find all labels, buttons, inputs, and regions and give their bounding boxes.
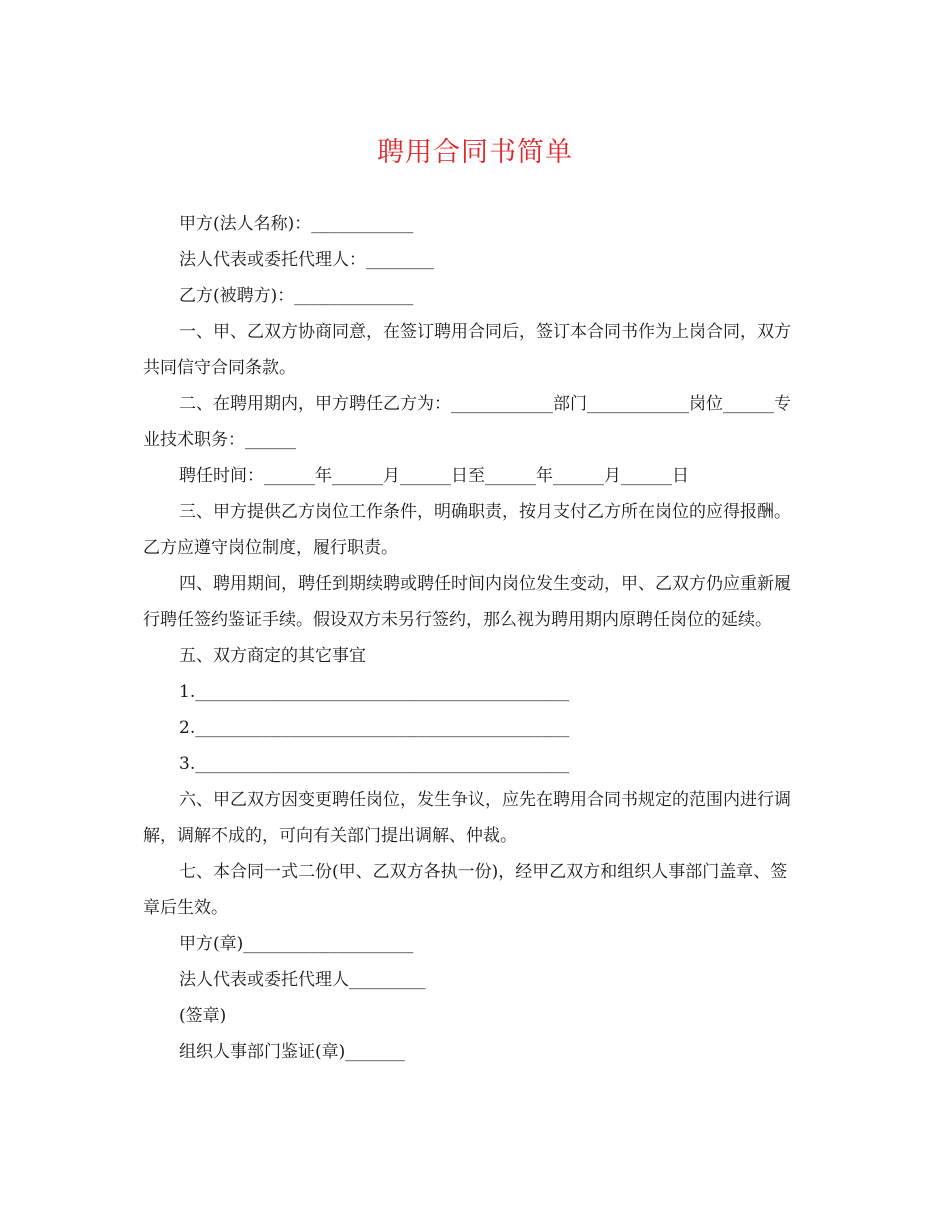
term-line: 聘任时间：______年______月______日至______年______月______日: [179, 466, 689, 486]
clause-3: 三、甲方提供乙方岗位工作条件，明确职责，按月支付乙方所在岗位的应得报酬。乙方应遵守岗位制度，履行职责。: [143, 502, 791, 558]
party-b-line: 乙方(被聘方)：______________: [179, 286, 414, 306]
document-body: [143, 206, 803, 1070]
clause-1: 一、甲、乙双方协商同意，在签订聘用合同后，签订本合同书作为上岗合同，双方共同信守合同条款。: [143, 322, 791, 378]
clause-7: 七、本合同一式二份(甲、乙双方各执一份)，经甲乙双方和组织人事部门盖章、签章后生效。: [143, 862, 788, 918]
other-item-2: 2.____________________________________________: [179, 718, 570, 738]
hr-verification-line: 组织人事部门鉴证(章)_______: [179, 1042, 405, 1062]
party-a-name-line: 甲方(法人名称)：____________: [179, 214, 414, 234]
clause-6: 六、甲乙双方因变更聘任岗位，发生争议，应先在聘用合同书规定的范围内进行调解，调解不成的，可向有关部门提出调解、仲裁。: [143, 790, 791, 846]
other-item-3: 3.____________________________________________: [179, 754, 570, 774]
signature-note: (签章): [179, 1006, 227, 1026]
party-a-seal-line: 甲方(章)____________________: [179, 934, 414, 954]
clause-2: 二、在聘用期内，甲方聘任乙方为：____________部门____________岗位______专业技术职务：______: [143, 394, 791, 450]
legal-rep-line: 法人代表或委托代理人：________: [179, 250, 434, 270]
other-item-1: 1.____________________________________________: [179, 682, 570, 702]
document-title: 聘用合同书简单: [377, 137, 573, 168]
legal-rep-sign-line: 法人代表或委托代理人_________: [179, 970, 426, 990]
clause-4: 四、聘用期间，聘任到期续聘或聘任时间内岗位发生变动，甲、乙双方仍应重新履行聘任签约鉴证手续。假设双方未另行签约，那么视为聘用期内原聘任岗位的延续。: [143, 574, 791, 630]
clause-5: 五、双方商定的其它事宜: [179, 646, 366, 666]
